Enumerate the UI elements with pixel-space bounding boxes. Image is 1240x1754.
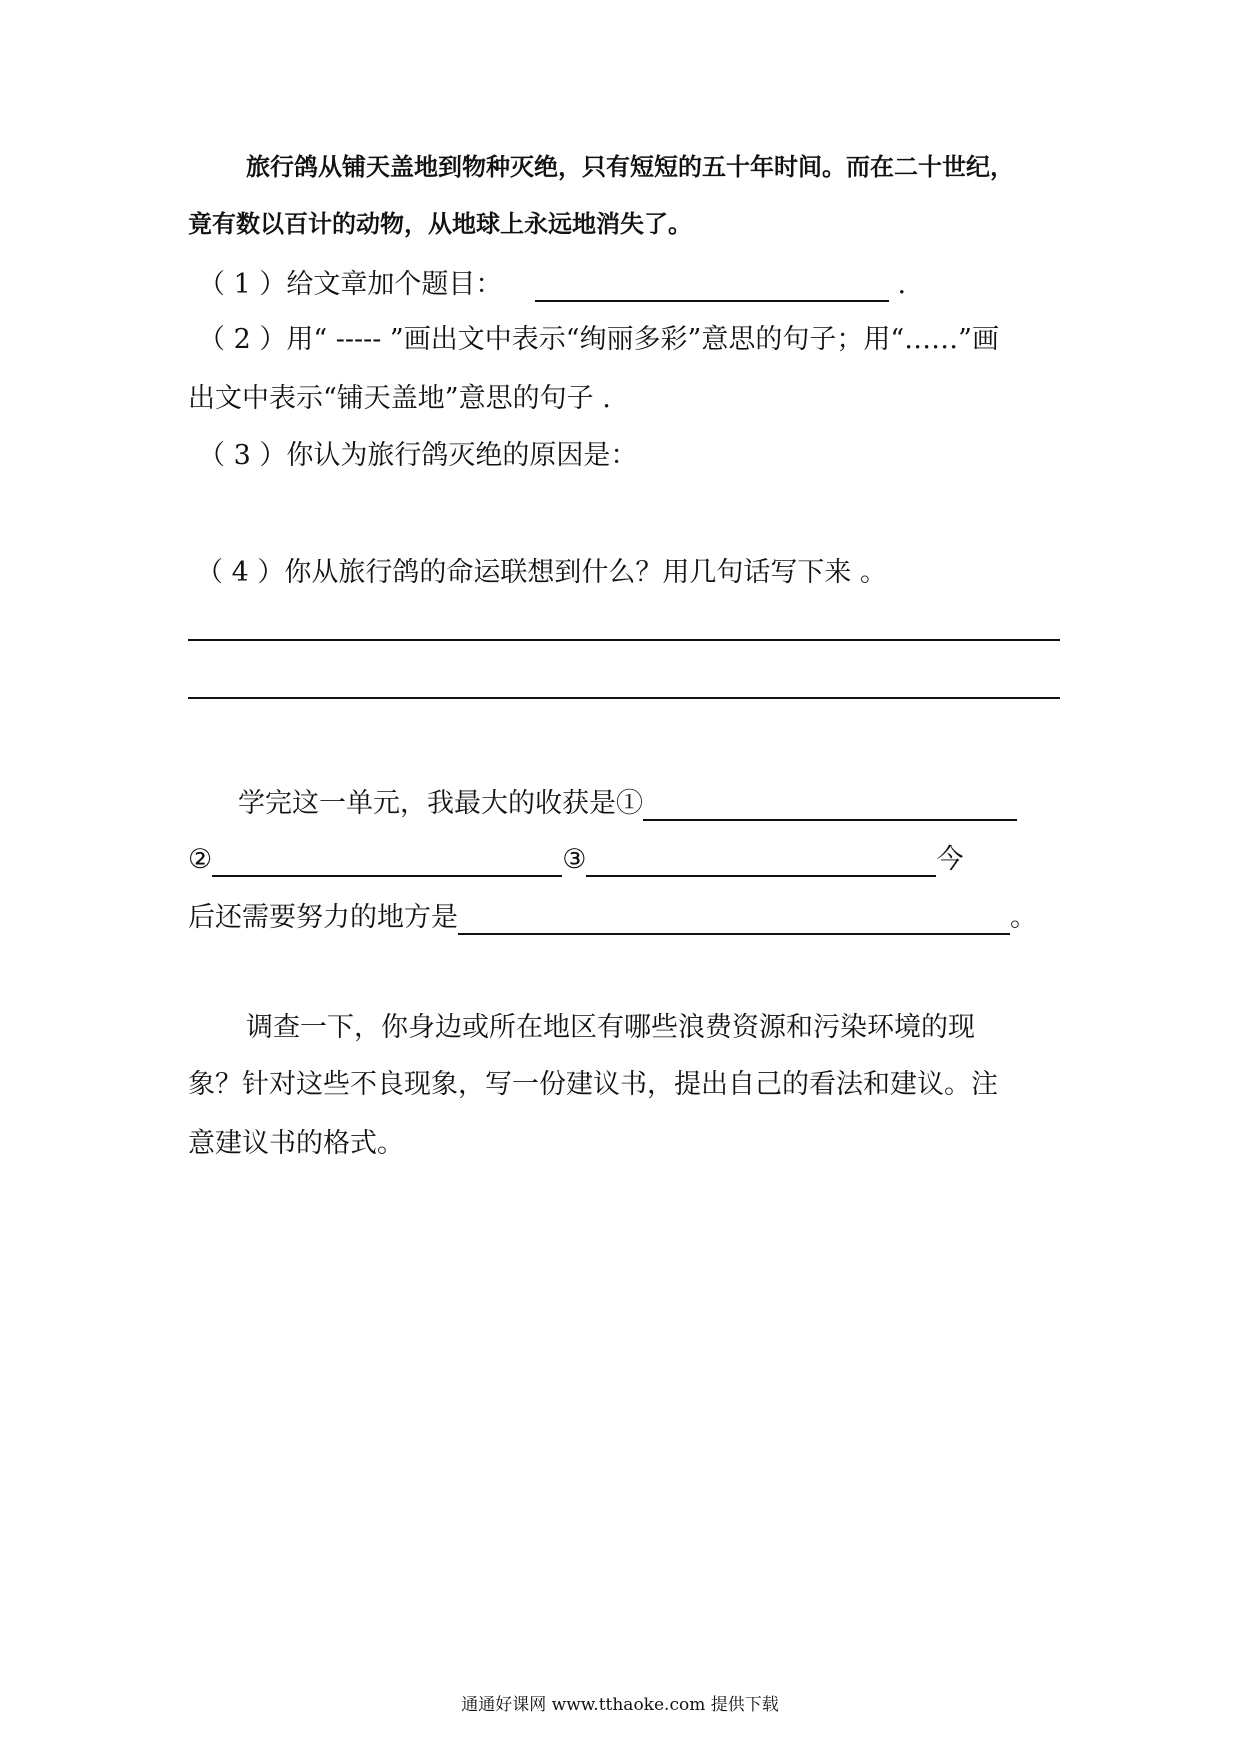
passage-line-2: 竟有数以百计的动物，从地球上永远地消失了。: [188, 210, 692, 238]
task-line-1: 调查一下，你身边或所在地区有哪些浪费资源和污染环境的现: [246, 1012, 975, 1043]
question-1-label: （ 1 ）给文章加个题目：: [198, 269, 503, 300]
gain-2-blank[interactable]: [212, 849, 562, 877]
question-2-line-2: 出文中表示“铺天盖地”意思的句子 .: [188, 383, 611, 414]
answer-line-2[interactable]: [188, 697, 1060, 699]
improvement-blank[interactable]: [458, 907, 1010, 935]
reflection-line-1: [238, 787, 1017, 821]
task-line-3: 意建议书的格式。: [188, 1128, 404, 1159]
reflection-line-2: [188, 843, 963, 877]
reflection-line-3-end: 。: [1010, 902, 1037, 933]
task-line-2: 象？针对这些不良现象，写一份建议书，提出自己的看法和建议。注: [188, 1069, 998, 1100]
reflection-line-1-text: 学完这一单元，我最大的收获是①: [238, 788, 643, 819]
reflection-line-3-text: 后还需要努力的地方是: [188, 902, 458, 933]
circled-two-mark: ②: [188, 844, 213, 875]
circled-three-mark: ③: [562, 844, 587, 875]
question-3: （ 3 ）你认为旅行鸽灭绝的原因是：: [198, 440, 638, 471]
reflection-line-3: [188, 901, 1037, 935]
answer-line-1[interactable]: [188, 639, 1060, 641]
question-4: （ 4 ）你从旅行鸽的命运联想到什么？用几句话写下来 。: [196, 557, 887, 588]
question-1: [198, 268, 906, 302]
question-2-line-1: （ 2 ）用“ ----- ”画出文中表示“绚丽多彩”意思的句子；用“……”画: [198, 324, 999, 355]
question-1-end: .: [897, 269, 907, 300]
gain-1-blank[interactable]: [643, 793, 1017, 821]
reflection-line-2-end: 今: [936, 844, 964, 875]
passage-line-1: 旅行鸽从铺天盖地到物种灭绝，只有短短的五十年时间。而在二十世纪，: [246, 153, 1014, 181]
footer-credit: 通通好课网 www.tthaoke.com 提供下载: [461, 1695, 779, 1715]
title-answer-blank[interactable]: [535, 274, 889, 302]
gain-3-blank[interactable]: [586, 849, 936, 877]
